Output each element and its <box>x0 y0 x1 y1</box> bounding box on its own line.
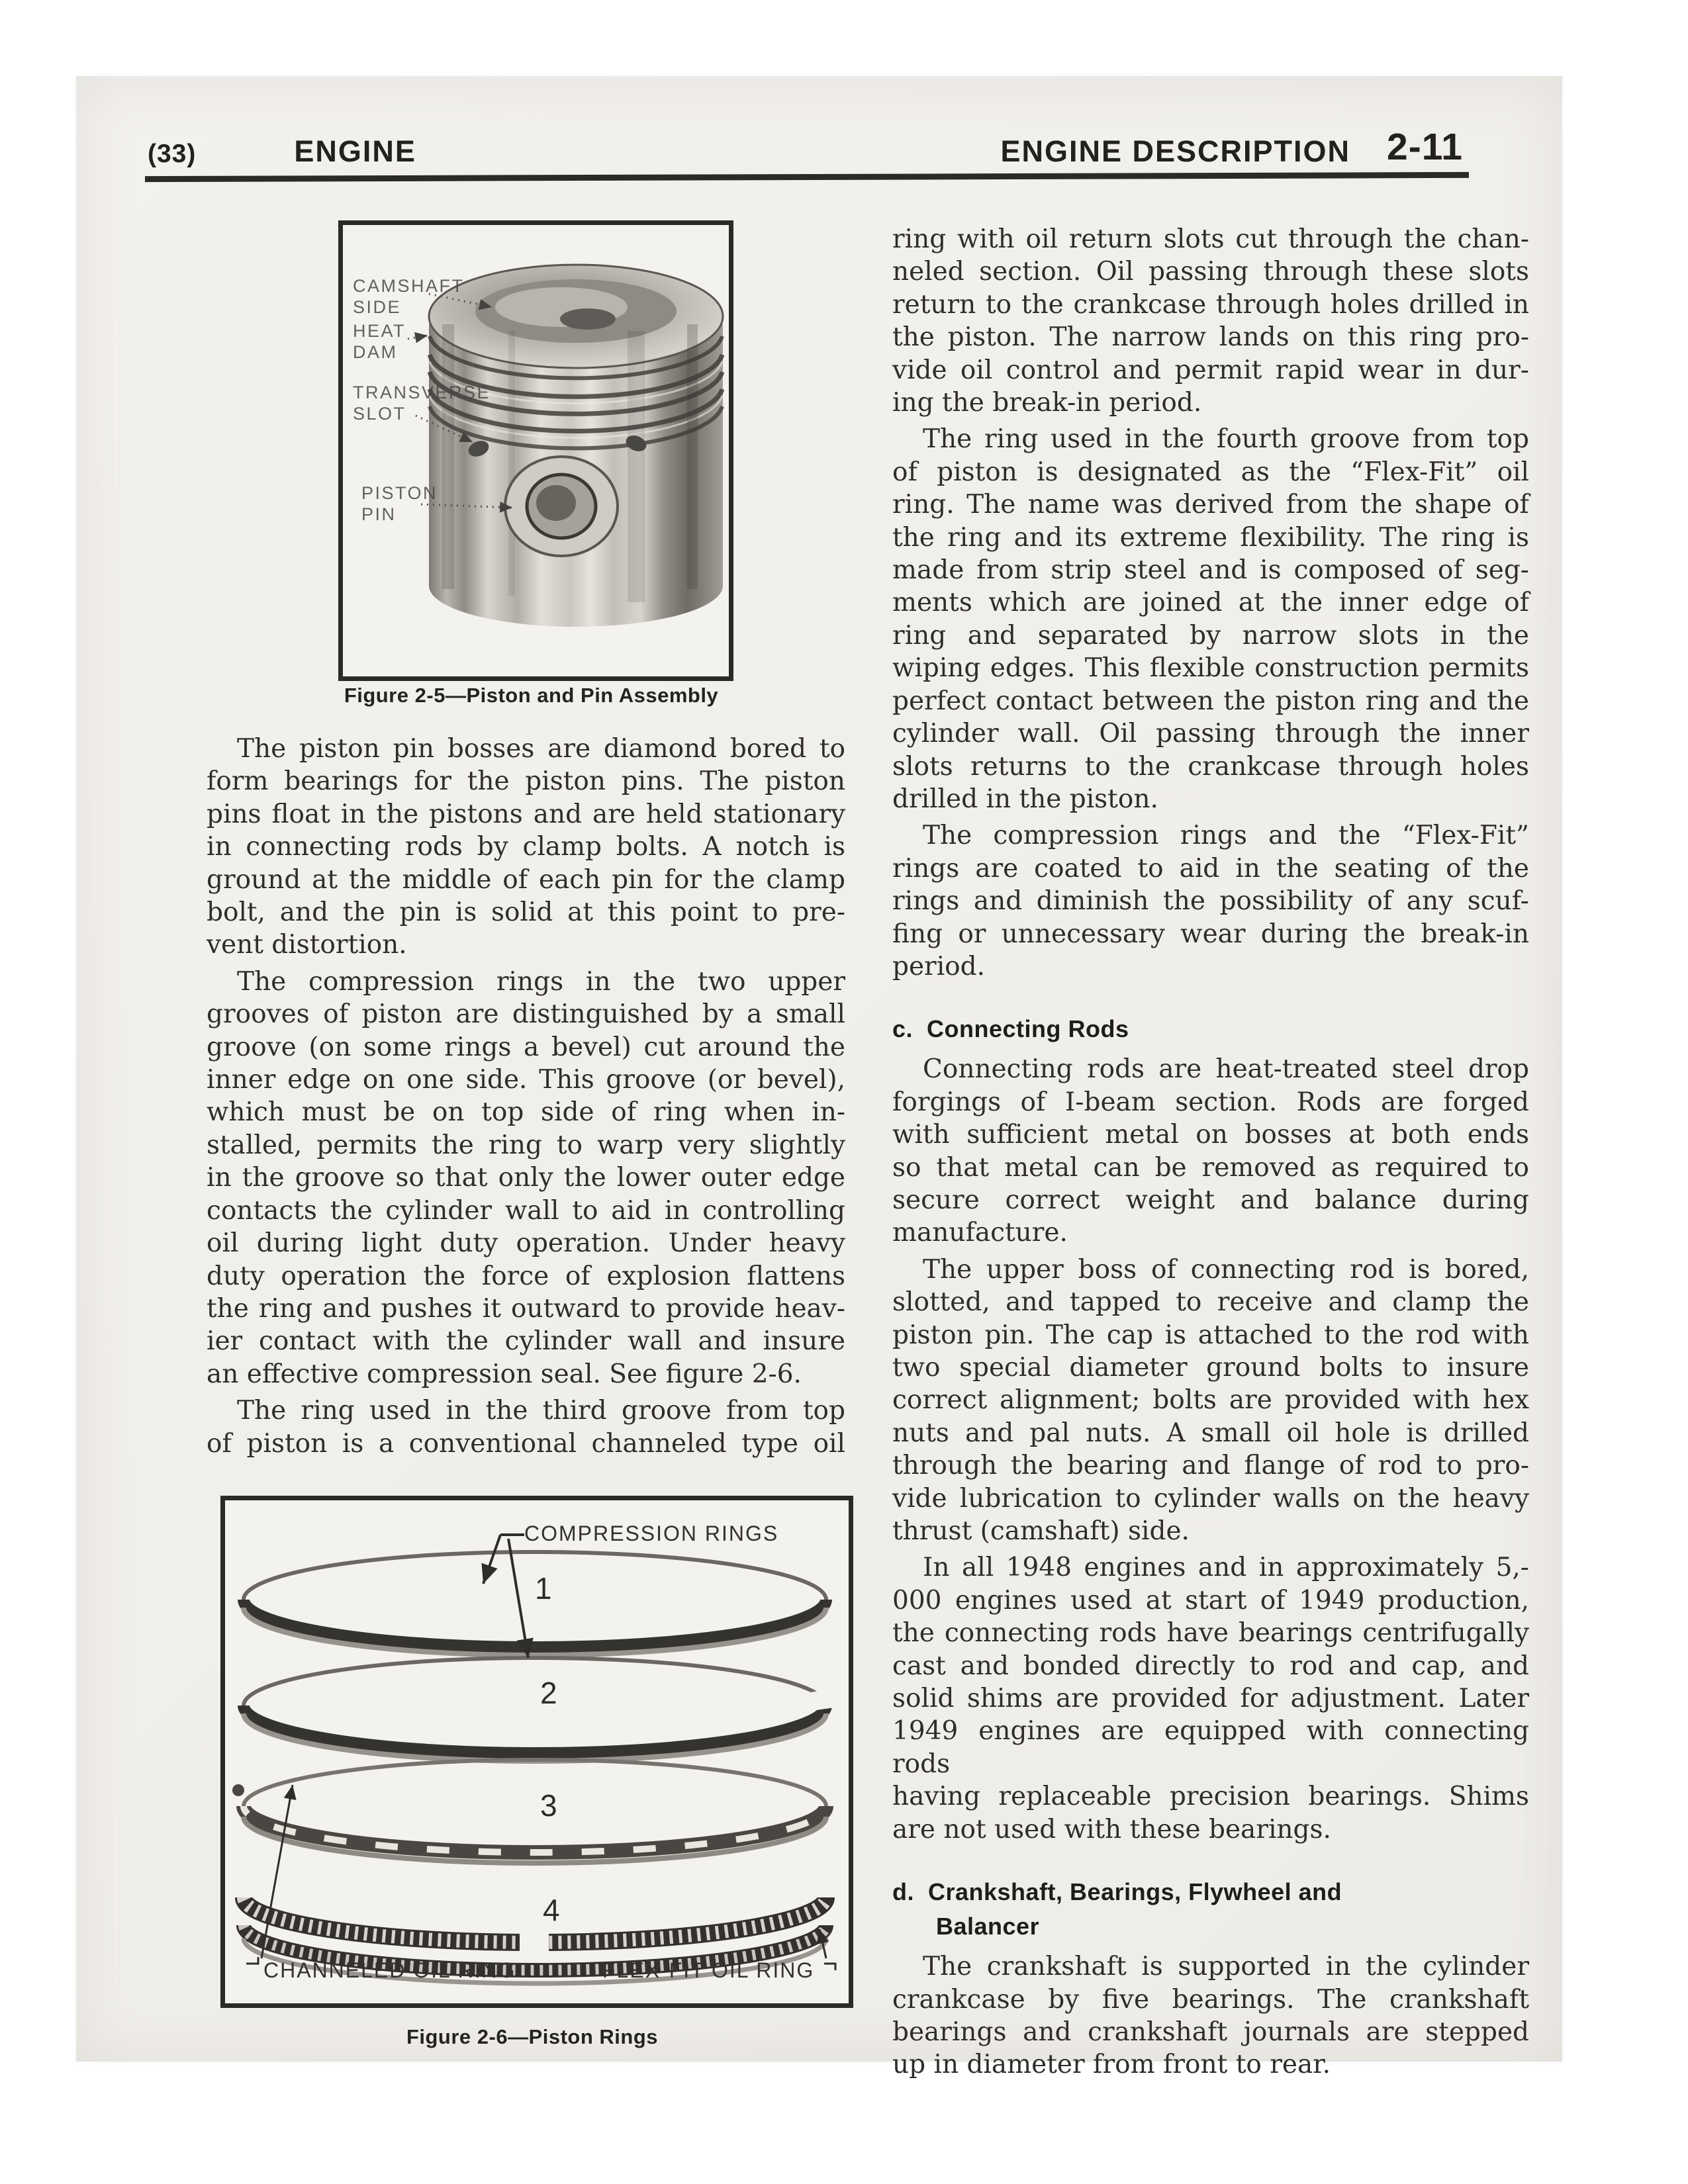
figure-piston-pin-assembly <box>338 220 733 681</box>
text-line: ground at the middle of each pin for the clamp <box>207 864 845 895</box>
paragraph <box>207 733 845 962</box>
label-transverse-slot <box>353 383 491 425</box>
figure-label-line: PISTON <box>361 483 438 503</box>
text-line: bearings and crankshaft journals are stepped <box>892 2017 1529 2047</box>
text-line: vide lubrication to cylinder walls on the heavy <box>892 1483 1529 1514</box>
label-channeled-oil-ring: CHANNELED OIL RING <box>263 1958 516 1982</box>
text-line: rings and diminish the possibility of any scuf- <box>892 886 1529 917</box>
figure-label-line: SLOT <box>353 403 406 424</box>
text-line: period. <box>892 951 986 981</box>
text-line: thrust (camshaft) side. <box>892 1516 1190 1547</box>
paragraph <box>892 1551 1529 1846</box>
section-heading-line: Balancer <box>936 1913 1040 1940</box>
text-line: having replaceable precision bearings. Shims <box>892 1782 1529 1812</box>
paragraph <box>892 223 1529 419</box>
text-line: bolt, and the pin is solid at this point to pre- <box>207 897 845 928</box>
text-line: slotted, and tapped to receive and clamp the <box>892 1287 1529 1318</box>
text-line: the connecting rods have bearings centrifugally <box>892 1618 1529 1649</box>
text-line: neled section. Oil passing through these slots <box>892 257 1529 287</box>
ring-number-2: 2 <box>540 1676 557 1710</box>
figure-2-6-caption: Figure 2-6—Piston Rings <box>406 2025 659 2048</box>
text-line: perfect contact between the piston ring and the <box>892 686 1529 716</box>
ring-number-4: 4 <box>543 1893 560 1927</box>
label-camshaft-side <box>353 276 465 318</box>
text-line: The compression rings in the two upper <box>237 966 845 997</box>
text-line: drilled in the piston. <box>892 784 1158 814</box>
text-line: The ring used in the fourth groove from top <box>923 424 1529 455</box>
label-compression-rings: COMPRESSION RINGS <box>524 1522 779 1545</box>
text-line: of piston is a conventional channeled type oil <box>207 1428 845 1459</box>
figure-label-line: HEAT <box>353 321 406 341</box>
header-left <box>148 130 416 169</box>
text-line: rings are coated to aid in the seating of the <box>892 853 1529 884</box>
text-line: with sufficient metal on bosses at both ends <box>892 1120 1529 1150</box>
text-line: ring. The name was derived from the shape of <box>892 490 1529 520</box>
paragraph <box>207 966 845 1390</box>
section-heading-line: c. Connecting Rods <box>892 1015 1129 1043</box>
text-line: which must be on top side of ring when in- <box>207 1097 845 1128</box>
text-line: the piston. The narrow lands on this ring pro- <box>892 322 1529 353</box>
text-line: return to the crankcase through holes drilled in <box>892 289 1529 320</box>
label-flex-fit-oil-ring: FLEX-FIT OIL RING <box>602 1958 815 1982</box>
text-line: in connecting rods by clamp bolts. A notch is <box>207 832 845 862</box>
text-line: are not used with these bearings. <box>892 1814 1331 1844</box>
left-column-text <box>207 733 845 1460</box>
right-column-text <box>892 223 1529 2081</box>
header-rule <box>145 172 1469 182</box>
text-line: vent distortion. <box>207 930 407 960</box>
paragraph <box>892 819 1529 983</box>
text-line: an effective compression seal. See figure 2-6. <box>207 1359 802 1389</box>
figure-piston-rings <box>220 1496 853 2008</box>
label-heat-dam <box>353 321 406 363</box>
paragraph <box>892 423 1529 815</box>
text-line: cast and bonded directly to rod and cap, and <box>892 1651 1529 1681</box>
text-line: The crankshaft is supported in the cylinder <box>923 1952 1529 1982</box>
text-line: nuts and pal nuts. A small oil hole is drilled <box>892 1418 1529 1448</box>
paragraph <box>207 1394 845 1460</box>
text-line: Connecting rods are heat-treated steel drop <box>923 1054 1529 1085</box>
section-heading <box>892 1012 1529 1046</box>
text-line: fing or unnecessary wear during the break-in <box>892 919 1529 949</box>
page-ref: (33) <box>148 140 197 168</box>
ring-number-3: 3 <box>540 1788 557 1823</box>
text-line: made from strip steel and is composed of seg- <box>892 555 1529 586</box>
text-line: 1949 engines are equipped with connecting rods <box>892 1716 1529 1779</box>
text-line: groove (on some rings a bevel) cut around the <box>207 1032 845 1062</box>
figure-label-line: TRANSVERSE <box>353 383 491 402</box>
figure-label-line: PIN <box>361 504 397 524</box>
text-line: duty operation the force of explosion flattens <box>207 1261 845 1291</box>
text-line: 000 engines used at start of 1949 production, <box>892 1585 1529 1615</box>
text-line: slots returns to the crankcase through holes <box>892 751 1529 782</box>
figure-label-line: CAMSHAFT <box>353 276 465 296</box>
text-line: The upper boss of connecting rod is bored, <box>923 1254 1529 1285</box>
text-line: contacts the cylinder wall to aid in controlling <box>207 1195 845 1226</box>
text-line: cylinder wall. Oil passing through the inner <box>892 719 1529 749</box>
ring-number-1: 1 <box>535 1571 552 1606</box>
text-line: ring and separated by narrow slots in the <box>892 620 1529 651</box>
text-line: wiping edges. This flexible construction permits <box>892 653 1529 684</box>
text-line: manufacture. <box>892 1218 1068 1248</box>
text-line: The compression rings and the “Flex-Fit” <box>923 821 1529 851</box>
figure-label-line: SIDE <box>353 296 402 317</box>
text-line: correct alignment; bolts are provided with hex <box>892 1385 1529 1416</box>
text-line: In all 1948 engines and in approximately 5,- <box>923 1553 1529 1583</box>
figure-2-5-caption: Figure 2-5—Piston and Pin Assembly <box>344 684 719 707</box>
figure-label-line: DAM <box>353 341 398 362</box>
text-line: stalled, permits the ring to warp very slightly <box>207 1130 845 1160</box>
header-right <box>1000 122 1463 169</box>
text-line: inner edge on one side. This groove (or bevel), <box>207 1065 845 1095</box>
text-line: ments which are joined at the inner edge of <box>892 588 1529 618</box>
text-line: pins float in the pistons and are held stationary <box>207 799 845 829</box>
text-line: secure correct weight and balance during <box>892 1185 1529 1215</box>
header-left-title: ENGINE <box>294 134 416 168</box>
paragraph <box>892 1053 1529 1249</box>
paragraph <box>892 1253 1529 1548</box>
text-line: crankcase by five bearings. The crankshaft <box>892 1984 1529 2015</box>
text-line: through the bearing and flange of rod to pro- <box>892 1451 1529 1481</box>
text-line: two special diameter ground bolts to insure <box>892 1353 1529 1383</box>
text-line: in the groove so that only the lower outer edge <box>207 1163 845 1193</box>
text-line: forgings of I-beam section. Rods are forged <box>892 1087 1529 1117</box>
header-right-title: ENGINE DESCRIPTION <box>1000 134 1351 168</box>
text-line: of piston is designated as the “Flex-Fit” oil <box>892 457 1529 487</box>
text-line: The ring used in the third groove from top <box>237 1396 845 1426</box>
text-line: the ring and its extreme flexibility. The ring is <box>892 522 1529 553</box>
section-heading <box>892 1875 1529 1944</box>
text-line: form bearings for the piston pins. The piston <box>207 766 845 797</box>
text-line: so that metal can be removed as required to <box>892 1152 1529 1183</box>
text-line: piston pin. The cap is attached to the rod with <box>892 1320 1529 1350</box>
text-line: ring with oil return slots cut through the chan- <box>892 224 1529 254</box>
text-line: The piston pin bosses are diamond bored to <box>237 734 845 764</box>
section-heading-line: d. Crankshaft, Bearings, Flywheel and <box>892 1878 1342 1906</box>
text-line: the ring and pushes it outward to provide heav- <box>207 1293 845 1324</box>
text-line: solid shims are provided for adjustment. Later <box>892 1684 1529 1714</box>
text-line: ier contact with the cylinder wall and insure <box>207 1326 845 1357</box>
text-line: ing the break-in period. <box>892 388 1202 418</box>
text-line: oil during light duty operation. Under heavy <box>207 1228 845 1259</box>
paragraph <box>892 1950 1529 2081</box>
text-line: up in diameter from front to rear. <box>892 2050 1331 2080</box>
text-line: vide oil control and permit rapid wear in dur- <box>892 355 1529 385</box>
page-number: 2-11 <box>1387 126 1463 168</box>
label-piston-pin <box>361 483 438 525</box>
manual-page <box>76 76 1562 2080</box>
text-line: grooves of piston are distinguished by a small <box>207 999 845 1030</box>
